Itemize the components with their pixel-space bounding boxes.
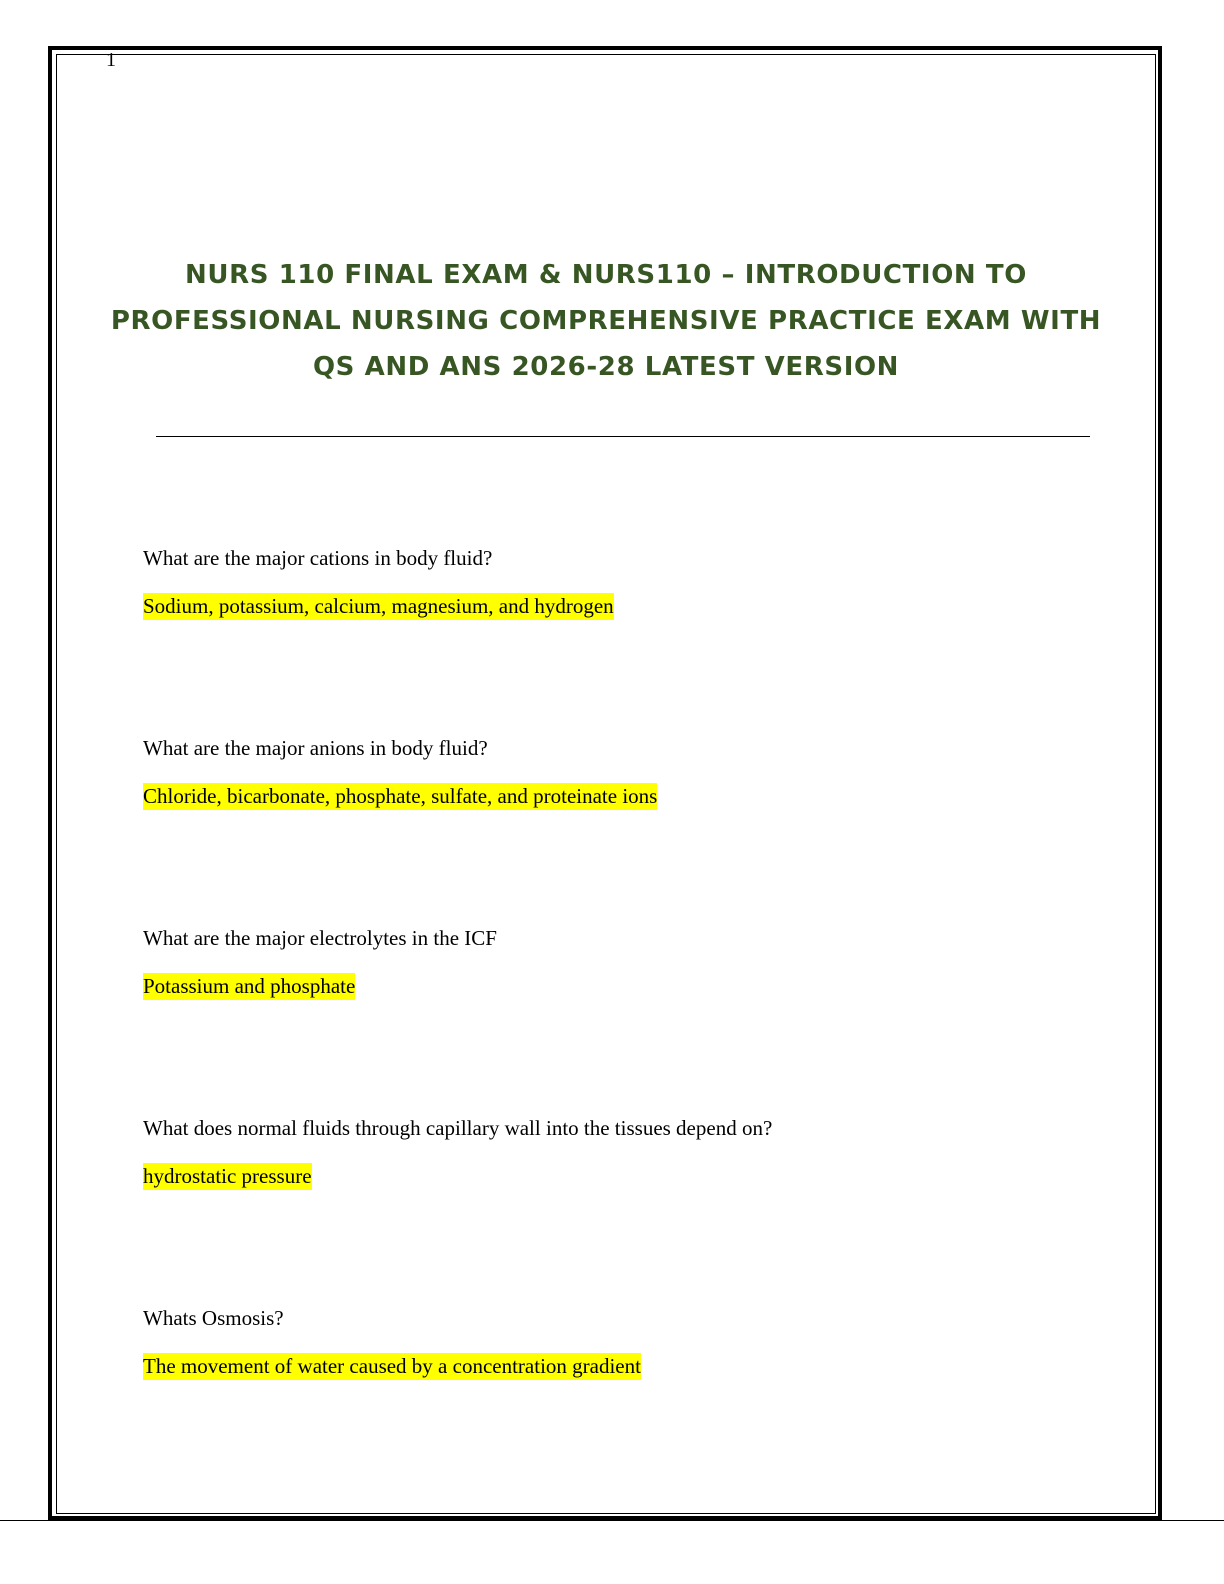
answer-text: Sodium, potassium, calcium, magnesium, and hydrogen: [143, 594, 614, 618]
question-text: Whats Osmosis?: [143, 1306, 284, 1330]
qa-item: [143, 1116, 1103, 1188]
answer-text-container: [143, 594, 1103, 618]
answer-text: hydrostatic pressure: [143, 1164, 312, 1188]
answer-text: Chloride, bicarbonate, phosphate, sulfate, and proteinate ions: [143, 784, 658, 808]
document-title: NURS 110 FINAL EXAM & NURS110 – INTRODUCTION TO PROFESSIONAL NURSING COMPREHENSIVE PRACTICE EXAM WITH QS AND ANS 2026-28 LATEST VERSION: [110, 260, 1102, 382]
answer-text-container: [143, 1164, 1103, 1188]
question-text: What are the major cations in body fluid?: [143, 546, 493, 570]
question-text: What are the major anions in body fluid?: [143, 736, 488, 760]
question-text: What are the major electrolytes in the ICF: [143, 926, 497, 950]
qa-item: [143, 736, 1103, 808]
answer-text-container: [143, 974, 1103, 998]
qa-item: [143, 546, 1103, 618]
bottom-rule: [0, 1520, 1224, 1521]
qa-item: [143, 1306, 1103, 1378]
answer-text: The movement of water caused by a concentration gradient: [143, 1354, 641, 1378]
answer-text-container: [143, 784, 1103, 808]
title-divider: [156, 436, 1090, 437]
qa-item: [143, 926, 1103, 998]
question-text: What does normal fluids through capillary wall into the tissues depend on?: [143, 1116, 773, 1140]
page-number: 1: [106, 49, 116, 71]
answer-text-container: [143, 1354, 1103, 1378]
answer-text: Potassium and phosphate: [143, 974, 356, 998]
